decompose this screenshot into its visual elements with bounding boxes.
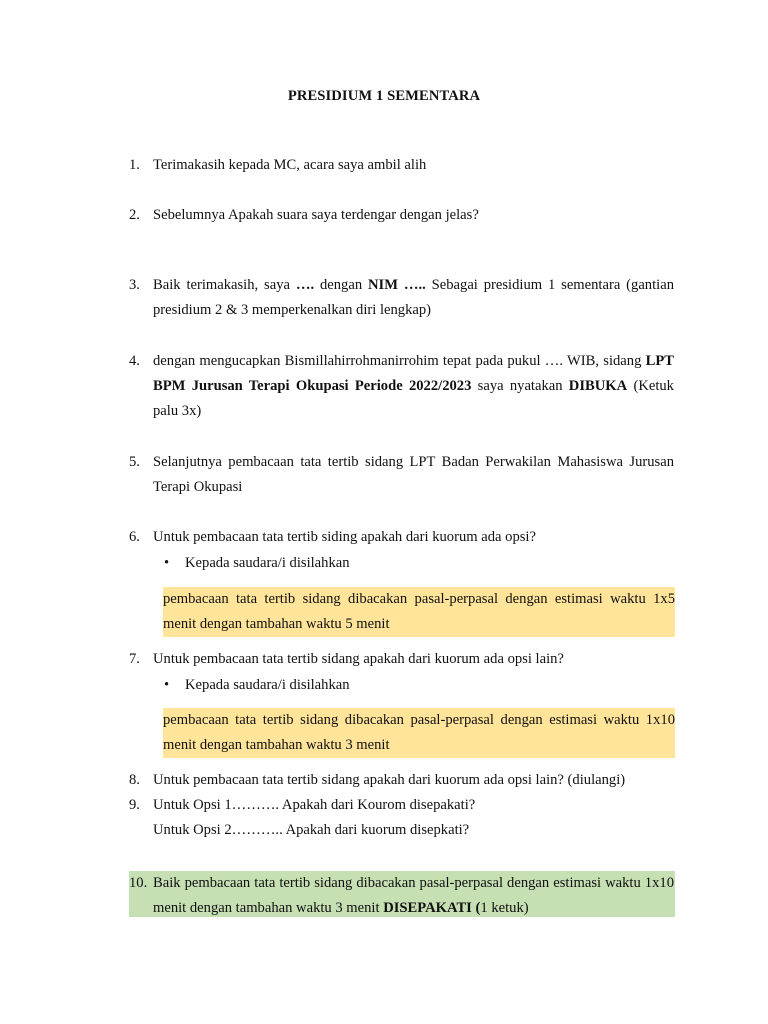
item-text: Untuk pembacaan tata tertib sidang apakah dari kuorum ada opsi lain? (diulangi) (153, 772, 626, 788)
list-item-8 (129, 768, 674, 793)
item-text: Selanjutnya pembacaan tata tertib sidang LPT Badan Perwakilan Mahasiswa Jurusan Terapi Okupasi (153, 454, 674, 495)
item-number: 3. (129, 277, 140, 293)
item-number: 10. (129, 875, 148, 891)
option-1-line: Untuk Opsi 1………. Apakah dari Kourom disepakati? (153, 797, 476, 813)
list-item-5 (129, 450, 674, 500)
item-number: 5. (129, 454, 140, 470)
page-title: PRESIDIUM 1 SEMENTARA (287, 88, 481, 104)
item-text: Untuk pembacaan tata tertib siding apakah dari kuorum ada opsi? (153, 529, 536, 545)
list-item-7 (129, 647, 674, 672)
list-item-2 (129, 203, 674, 228)
bullet-text: Kepada saudara/i disilahkan (185, 677, 350, 693)
item-text: Terimakasih kepada MC, acara saya ambil alih (153, 157, 427, 173)
option-2-line: Untuk Opsi 2……….. Apakah dari kuorum disepkati? (153, 822, 470, 838)
highlighted-option: pembacaan tata tertib sidang dibacakan pasal-perpasal dengan estimasi waktu 1x5 menit dengan tambahan waktu 5 menit (163, 587, 675, 637)
bullet-icon: • (164, 555, 170, 571)
list-item-4 (129, 349, 674, 424)
list-item-6 (129, 525, 674, 550)
list-item-3 (129, 273, 674, 323)
list-item-10 (129, 871, 674, 921)
item-number: 1. (129, 157, 140, 173)
bullet-text: Kepada saudara/i disilahkan (185, 555, 350, 571)
item-text: Untuk pembacaan tata tertib sidang apakah dari kuorum ada opsi lain? (153, 651, 564, 667)
item-text: Sebelumnya Apakah suara saya terdengar dengan jelas? (153, 207, 479, 223)
list-item-1 (129, 153, 674, 178)
bullet-icon: • (164, 677, 170, 693)
item-text: Baik pembacaan tata tertib sidang dibacakan pasal-perpasal dengan estimasi waktu 1x10 menit dengan tambahan waktu 3 menit DISEPAKATI (1 ketuk) (153, 875, 674, 916)
item-number: 9. (129, 797, 140, 813)
item-number: 6. (129, 529, 140, 545)
list-item-9 (129, 793, 674, 843)
item-text (153, 793, 674, 843)
item-number: 2. (129, 207, 140, 223)
item-text: dengan mengucapkan Bismillahirrohmanirrohim tepat pada pukul …. WIB, sidang LPT BPM Jurusan Terapi Okupasi Periode 2022/2023 saya nyatakan DIBUKA (Ketuk palu 3x) (153, 353, 674, 419)
item-text: Baik terimakasih, saya …. dengan NIM ….. Sebagai presidium 1 sementara (gantian presidium 2 & 3 memperkenalkan diri lengkap) (153, 277, 674, 318)
item-number: 7. (129, 651, 140, 667)
highlighted-option: pembacaan tata tertib sidang dibacakan pasal-perpasal dengan estimasi waktu 1x10 menit dengan tambahan waktu 3 menit (163, 708, 675, 758)
item-number: 8. (129, 772, 140, 788)
item-number: 4. (129, 353, 140, 369)
